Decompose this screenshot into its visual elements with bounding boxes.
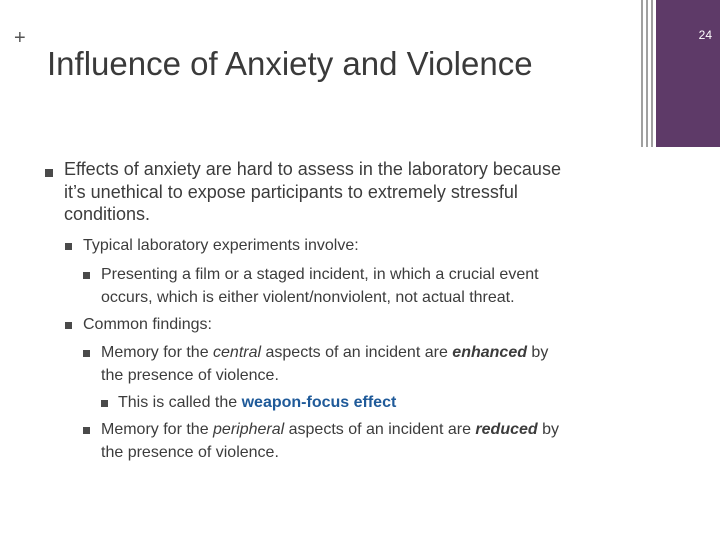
bullet-text bbox=[101, 342, 548, 387]
emphasis-text: enhanced bbox=[452, 344, 527, 361]
bullet-square-icon bbox=[45, 169, 53, 177]
page-number: 24 bbox=[698, 28, 712, 42]
bullet-text bbox=[64, 158, 561, 226]
slide-title: Influence of Anxiety and Violence bbox=[47, 45, 533, 82]
highlighted-term: weapon-focus effect bbox=[241, 394, 397, 411]
bullet-line: Presenting a film or a staged incident, in which a crucial event bbox=[101, 266, 539, 283]
decorative-stripe bbox=[641, 0, 643, 147]
bullet-square-icon bbox=[83, 350, 90, 357]
emphasis-text: central bbox=[213, 344, 262, 361]
bullet-line: it’s unethical to expose participants to extremely stressful bbox=[64, 181, 518, 202]
text-run: by bbox=[537, 421, 560, 438]
emphasis-text: peripheral bbox=[213, 421, 285, 438]
bullet-line bbox=[101, 419, 559, 442]
bullet-line: occurs, which is either violent/nonviolent, not actual threat. bbox=[101, 288, 515, 306]
bullet-text: Common findings: bbox=[83, 316, 212, 333]
bullet-line bbox=[101, 342, 548, 365]
bullet-text bbox=[118, 392, 396, 415]
page-number-bar bbox=[656, 0, 720, 147]
text-run: Memory for the bbox=[101, 344, 214, 361]
bullet-square-icon bbox=[65, 322, 72, 329]
bullet-line: Effects of anxiety are hard to assess in the laboratory because bbox=[64, 159, 561, 179]
text-run: Memory for the bbox=[101, 421, 214, 438]
bullet-text: Typical laboratory experiments involve: bbox=[83, 237, 359, 254]
text-run: aspects of an incident are bbox=[284, 421, 476, 438]
text-run: by bbox=[526, 344, 549, 361]
bullet-text bbox=[101, 264, 539, 309]
decorative-stripe bbox=[651, 0, 653, 147]
decorative-stripe bbox=[646, 0, 648, 147]
bullet-square-icon bbox=[65, 243, 72, 250]
text-run: This is called the bbox=[118, 394, 242, 411]
bullet-square-icon bbox=[101, 400, 108, 407]
bullet-square-icon bbox=[83, 427, 90, 434]
bullet-line: the presence of violence. bbox=[101, 443, 279, 461]
emphasis-text: reduced bbox=[475, 421, 538, 438]
bullet-line: the presence of violence. bbox=[101, 366, 279, 384]
text-run: aspects of an incident are bbox=[261, 344, 453, 361]
bullet-square-icon bbox=[83, 272, 90, 279]
bullet-text bbox=[101, 419, 559, 464]
bullet-line: conditions. bbox=[64, 204, 151, 224]
plus-icon: + bbox=[14, 27, 26, 49]
